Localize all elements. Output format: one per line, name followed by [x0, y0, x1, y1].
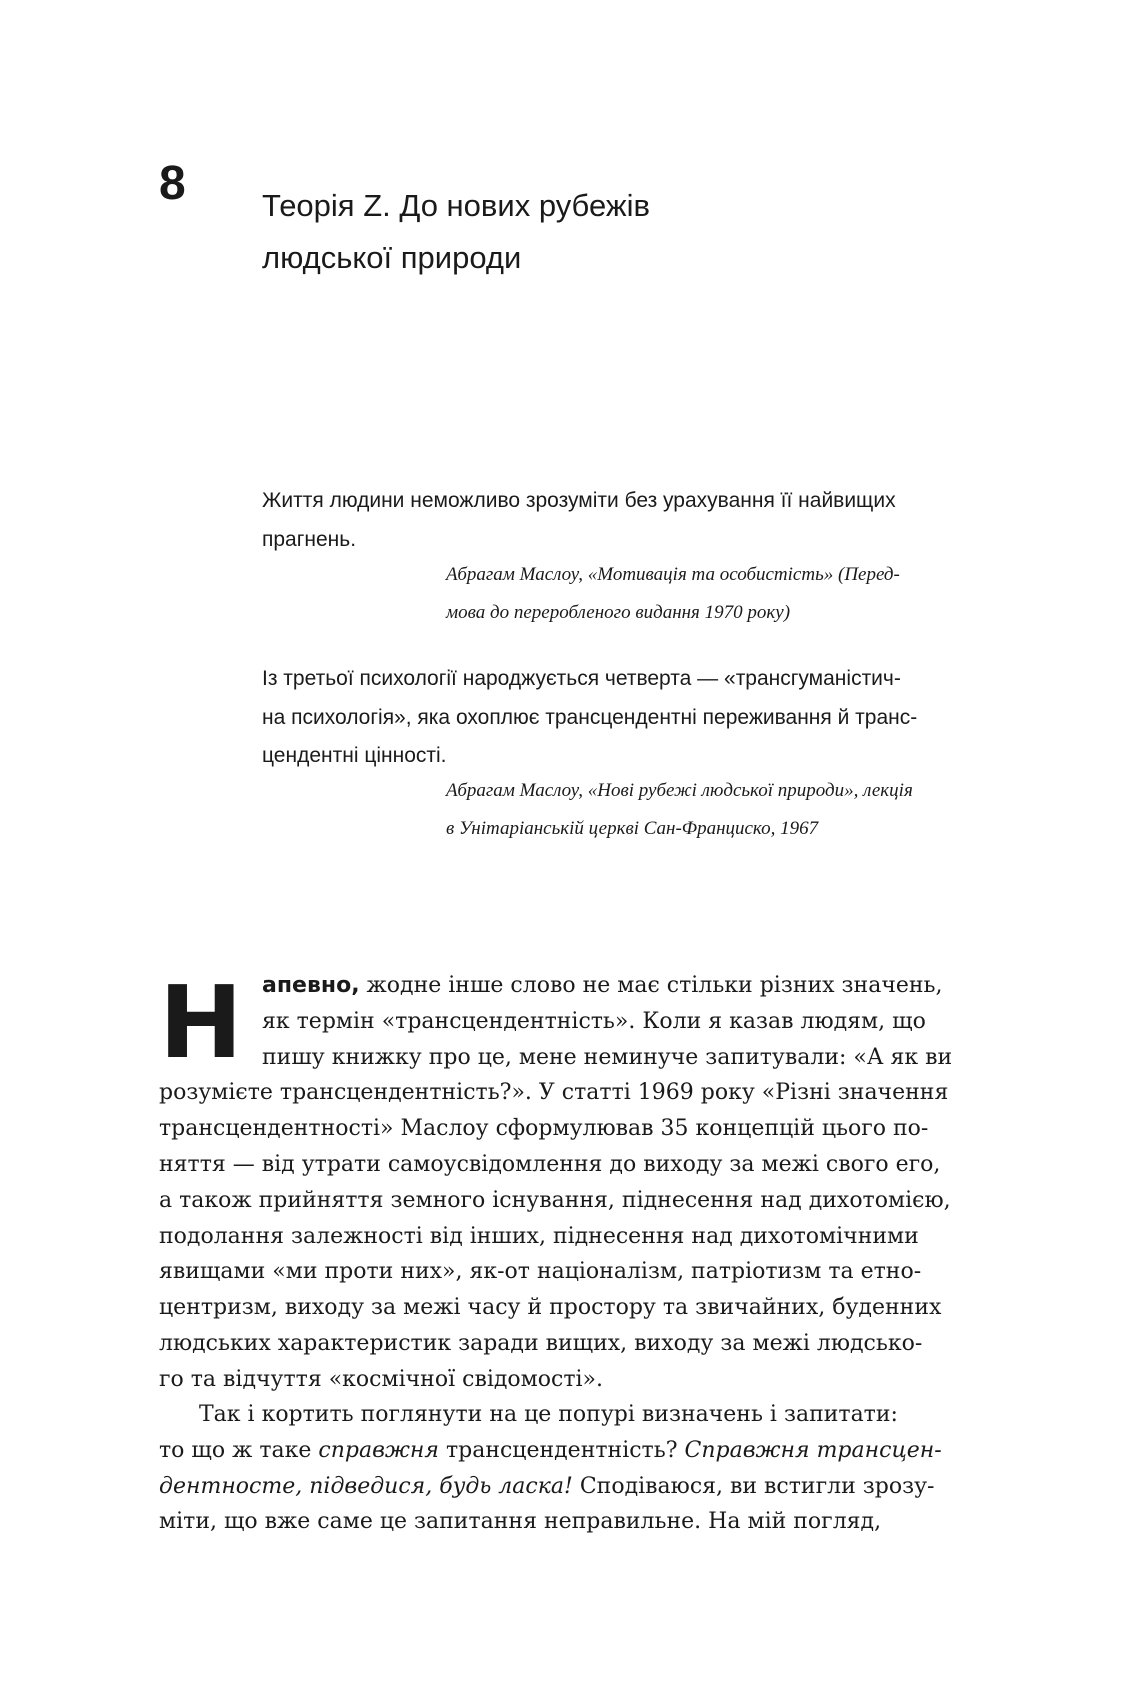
body-paragraph-1	[159, 964, 1009, 1398]
body-line: няття — від утрати самоусвідомлення до виходу за межі свого его,	[159, 1151, 941, 1177]
epigraph-1-text	[262, 482, 1002, 559]
emphasis: Справжня трансцен-	[684, 1437, 942, 1463]
chapter-title-line: Теорія Z. До нових рубежів	[262, 188, 650, 223]
epigraph-line: прагнень.	[262, 527, 357, 551]
body-line: а також прийняття земного існування, піднесення над дихотомією,	[159, 1187, 951, 1213]
body-line-text: трансцендентність?	[438, 1437, 685, 1463]
body-line: пишу книжку про це, мене неминуче запитували: «А як ви	[262, 1044, 953, 1070]
body-paragraph-2	[159, 1397, 1009, 1540]
drop-cap: Н	[159, 964, 241, 1081]
epigraph-1-source	[446, 556, 1006, 631]
body-line	[159, 1469, 1009, 1505]
epigraph-line: на психологія», яка охоплює трансцендентні переживання й транс-	[262, 705, 918, 729]
epigraph-2-source	[446, 772, 1006, 847]
epigraph-2-text	[262, 660, 1002, 776]
epigraph-line: Із третьої психології народжується четверта — «трансгуманістич-	[262, 667, 901, 690]
epigraph-line: Життя людини неможливо зрозуміти без урахування її найвищих	[262, 489, 896, 512]
epigraph-source-line: мова до переробленого видання 1970 року)	[446, 601, 791, 623]
body-line: розумієте трансцендентність?». У статті 1969 року «Різні значення	[159, 1080, 949, 1106]
body-line: міти, що вже саме це запитання неправильне. На мій погляд,	[159, 1509, 882, 1535]
chapter-title	[262, 180, 882, 284]
body-line: людських характеристик заради вищих, виходу за межі людсько-	[159, 1330, 923, 1356]
chapter-number: 8	[159, 157, 186, 210]
emphasis: справжня	[318, 1437, 439, 1463]
body-line: центризм, виходу за межі часу й простору та звичайних, буденних	[159, 1295, 942, 1321]
epigraph-line: цендентні цінності.	[262, 744, 447, 767]
body-line: явищами «ми проти них», як-от націоналізм, патріотизм та етно-	[159, 1259, 922, 1285]
lead-word: апевно,	[262, 973, 360, 998]
epigraph-source-line: Абрагам Маслоу, «Мотивація та особистість» (Перед-	[446, 564, 900, 585]
body-line-text: жодне інше слово не має стільки різних значень,	[359, 973, 943, 998]
body-line	[159, 968, 1009, 1004]
body-line: як термін «трансцендентність». Коли я казав людям, що	[262, 1008, 926, 1034]
chapter-title-line: людської природи	[262, 240, 522, 275]
body-line: трансцендентності» Маслоу сформулював 35 концепцій цього по-	[159, 1116, 929, 1142]
body-line-text: то що ж таке	[159, 1437, 319, 1463]
body-line-text: Сподіваюся, ви встигли зрозу-	[572, 1473, 935, 1499]
body-line: го та відчуття «космічної свідомості».	[159, 1366, 603, 1392]
emphasis: дентносте, підведися, будь ласка!	[159, 1473, 573, 1499]
epigraph-source-line: Абрагам Маслоу, «Нові рубежі людської природи», лекція	[446, 780, 913, 801]
body-line	[159, 1433, 1009, 1469]
body-line: подолання залежності від інших, піднесення над дихотомічними	[159, 1223, 919, 1249]
body-line: Так і кортить поглянути на це попурі визначень і запитати:	[199, 1402, 898, 1427]
epigraph-source-line: в Унітаріанській церкві Сан-Франциско, 1967	[446, 817, 819, 839]
